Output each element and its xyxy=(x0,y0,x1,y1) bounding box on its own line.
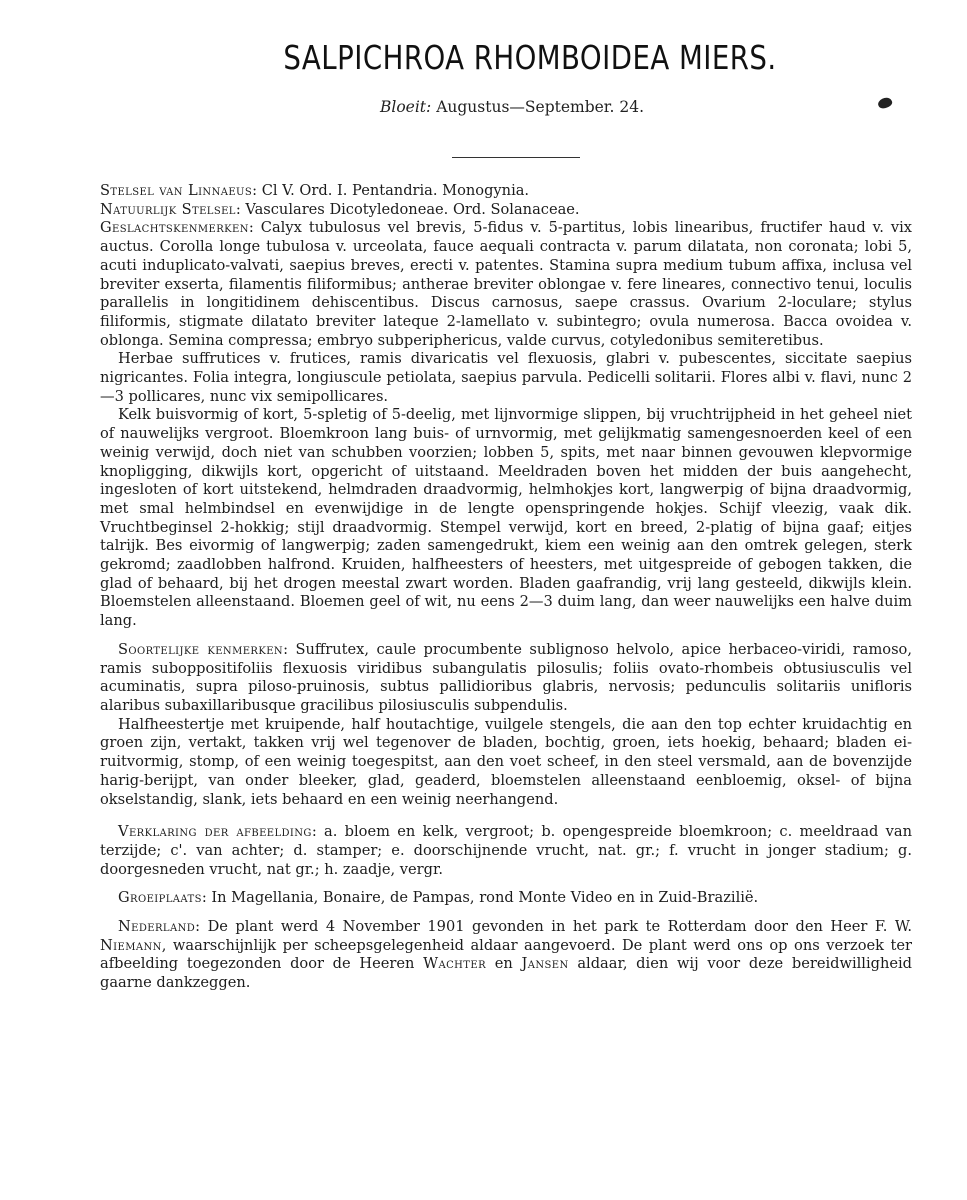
section-label: Natuurlijk Stelsel xyxy=(100,200,236,218)
section-text: en xyxy=(494,955,513,973)
linnaeus-system xyxy=(100,182,912,201)
section-text: : Cl V. Ord. I. Pentandria. Monogynia. xyxy=(252,182,530,199)
section-text: : a. bloem en kelk, vergroot; b. opengespreide bloemkroon; c. meeldraad van terzijde; c'. van achter; d. stamper; e. doorschijnende vrucht, nat. gr.; f. vrucht in jonger stadium; g. doorgesneden vrucht, nat gr.; h. zaadje, vergr. xyxy=(100,823,912,878)
section-text: : Calyx tubulosus vel brevis, 5-fidus v. 5-partitus, lobis linearibus, fructifer haud v. vix auctus. Corolla longe tubulosa v. urceolata, fauce aequali contracta v. parum dilatata, non coronata; lobi 5, acuti induplicato-valvati, saepius breves, erecti v. patentes. Stamina supra medium tubum affixa, inclusa vel breviter exserta, filamentis filiformibus; antherae breviter oblongae v. fere lineares, connectivo tenui, loculis parallelis in longitidinem dehiscentibus. Discus carnosus, saepe crassus. Ovarium 2-loculare; stylus filiformis, stigmate dilatato breviter lateque 2-lamellato v. subintegro; ovula numerosa. Bacca ovoidea v. oblonga. Semina compressa; embryo subperiphericus, valde curvus, cotyledonibus semiteretibus. xyxy=(100,219,912,349)
section-text: , waarschijnlijk per scheepsgelegenheid aldaar aangevoerd. De plant werd ons op ons verzoek ter afbeelding toegezonden door de Heeren xyxy=(100,936,912,973)
species-characters xyxy=(100,641,912,716)
section-text: : In Magellania, Bonaire, de Pampas, rond Monte Video en in Zuid-Brazilië. xyxy=(201,889,759,907)
person-name: Wachter xyxy=(423,955,487,973)
habitat xyxy=(100,889,912,908)
section-label: Stelsel van Linnaeus xyxy=(100,182,253,199)
section-text: : Suffrutex, caule procumbente sublignoso helvolo, apice herbaceo-viridi, ramoso, ramis suboppositifoliis flexuosis viridibus subangulatis pilosulis; foliis ovato-rhombeis obtusiusculis vel acuminatis, supra piloso-pruinosis, subtus pallidioribus glabris, nervosis; pedunculis solitariis unifloris alaribus subaxillaribusque gracilibus pilosiusculis subpendulis. xyxy=(100,640,912,714)
genus-habit: Herbae suffrutices v. frutices, ramis divaricatis vel flexuosis, glabri v. pubescentes, siccitate saepius nigricantes. Folia integra, longiuscule petiolata, saepius parvula. Pedicelli solitarii. Flores albi v. flavi, nunc 2—3 pollicares, nunc vix semipollicares. xyxy=(100,350,912,405)
document-body xyxy=(100,182,912,993)
genus-dutch-description: Kelk buisvormig of kort, 5-spletig of 5-deelig, met lijnvormige slippen, bij vruchtrijpheid in het geheel niet of nauwelijks vergroot. Bloemkroon lang buis- of urnvormig, met gelijkmatig samengesnoerden keel of een weinig verwijd, doch niet van schubben voorzien; lobben 5, spits, met naar binnen gevouwen klepvormige knopligging, dikwijls kort, opgericht of uitstaand. Meeldraden boven het midden der buis aangehecht, ingesloten of kort uitstekend, helmdraden draadvormig, helmhokjes kort, langwerpig of bijna draadvormig, met smal helmbindsel en evenwijdige in de lengte openspringende hokjes. Schijf vleezig, vaak dik. Vruchtbeginsel 2-hokkig; stijl draadvormig. Stempel verwijd, kort en breed, 2-platig of bijna gaaf; eitjes talrijk. Bes eivormig of langwerpig; zaden samengedrukt, kiem een weinig aan den omtrek gelegen, sterk gekromd; zaadlobben halfrond. Kruiden, halfheesters of heesters, met uitgespreide of gebogen takken, die glad of behaard, bij het drogen meestal zwart worden. Bladen gaafrandig, vrij lang gesteeld, dikwijls klein. Bloemstelen alleenstaand. Bloemen geel of wit, nu eens 2—3 duim lang, dan weer nauwelijks een halve duim lang. xyxy=(100,406,912,630)
section-label: Soortelijke kenmerken xyxy=(118,640,284,658)
section-label: Nederland xyxy=(118,918,196,936)
flowering-period: Augustus—September. xyxy=(436,98,615,116)
species-dutch-description: Halfheestertje met kruipende, half houtachtige, vuilgele stengels, die aan den top echter kruidachtig en groen zijn, vertakt, takken vrij wel tegenover de bladen, bochtig, groen, iets hoekig, behaard; bladen ei-ruitvormig, stomp, of een weinig toegespitst, aan den voet scheef, in den steel versmald, aan de bovenzijde harig-berijpt, van onder bleeker, glad, geaderd, bloemstelen alleenstaand eenbloemig, oksel- of bijna okselstandig, slank, iets behaard en een weinig neerhangend. xyxy=(100,715,912,808)
plate-number: 24. xyxy=(619,98,645,116)
flowering-line xyxy=(380,98,644,116)
flowering-label: Bloeit: xyxy=(380,98,432,116)
natural-system xyxy=(100,201,912,220)
section-text: aldaar, dien wij voor deze bereidwilligheid gaarne dankzeggen. xyxy=(100,955,913,992)
section-label: Geslachtskenmerken xyxy=(100,219,249,237)
person-name: Niemann xyxy=(100,936,162,954)
page-title: SALPICHROA RHOMBOIDEA MIERS. xyxy=(283,38,777,77)
ink-blot-mark xyxy=(877,96,894,111)
figure-explanation xyxy=(100,823,912,879)
title-divider xyxy=(452,157,580,158)
genus-characters xyxy=(100,219,912,350)
section-text: : Vasculares Dicotyledoneae. Ord. Solanaceae. xyxy=(235,200,580,218)
netherlands-note xyxy=(100,918,912,993)
section-label: Groeiplaats xyxy=(118,889,202,907)
person-name: Jansen xyxy=(521,955,569,973)
section-label: Verklaring der afbeelding xyxy=(118,823,312,841)
section-text: : De plant werd 4 November 1901 gevonden in het park te Rotterdam door den Heer F. W. xyxy=(195,918,912,936)
